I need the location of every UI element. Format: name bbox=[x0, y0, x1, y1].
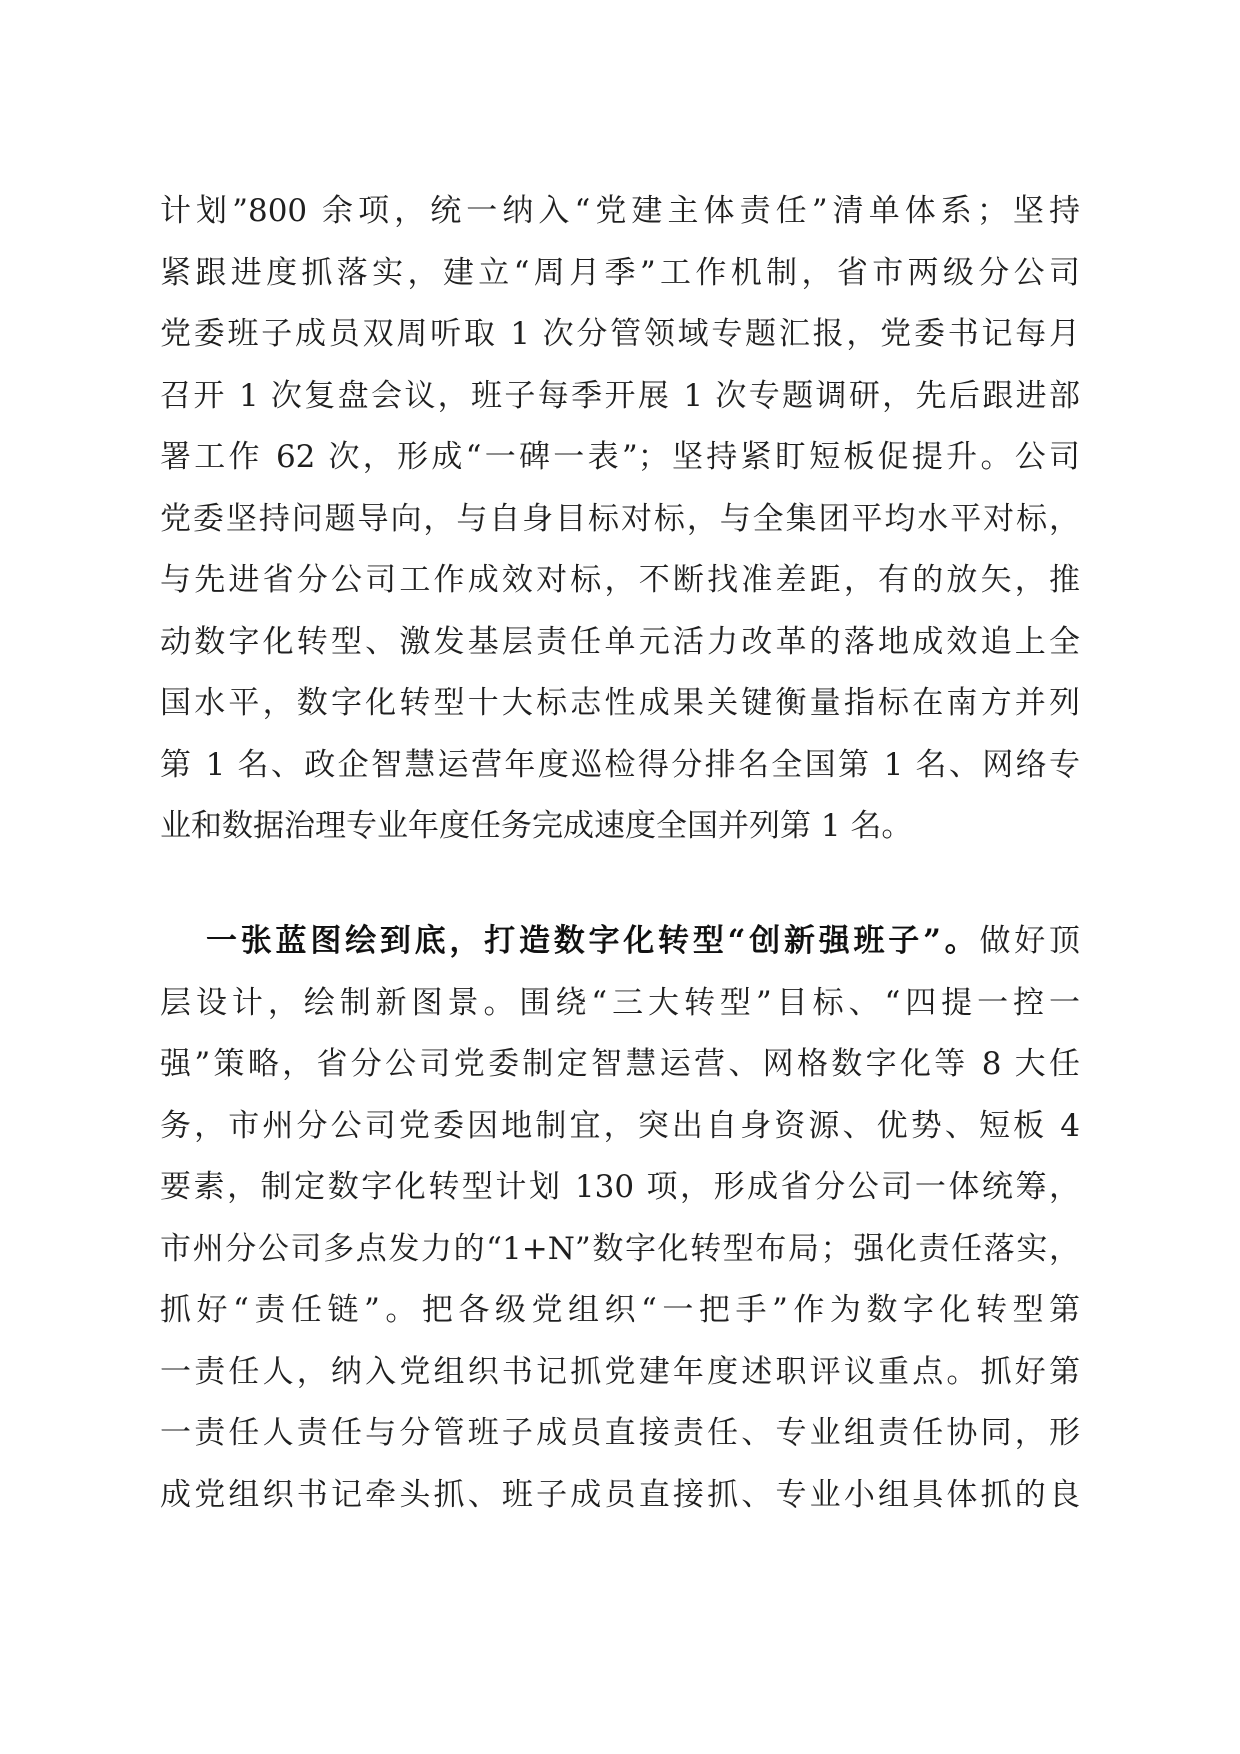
text-line: 与先进省分公司工作成效对标，不断找准差距，有的放矢，推 bbox=[160, 562, 1080, 598]
text-line: 第 1 名、政企智慧运营年度巡检得分排名全国第 1 名、网络专 bbox=[160, 746, 1080, 783]
text-line: 一责任人，纳入党组织书记抓党建年度述职评议重点。抓好第 bbox=[160, 1353, 1080, 1390]
paragraph-first-line bbox=[160, 911, 1080, 973]
text-line: 要素，制定数字化转型计划 130 项，形成省分公司一体统筹， bbox=[160, 1169, 1080, 1205]
text-line: 党委坚持问题导向，与自身目标对标，与全集团平均水平对标， bbox=[160, 500, 1080, 537]
text-line: 抓好“责任链”。把各级党组织“一把手”作为数字化转型第 bbox=[160, 1292, 1080, 1328]
text-line: 动数字化转型、激发基层责任单元活力改革的落地成效追上全 bbox=[160, 623, 1080, 660]
text-line: 务，市州分公司党委因地制宜，突出自身资源、优势、短板 4 bbox=[160, 1107, 1080, 1144]
text-run: 做好顶 bbox=[979, 923, 1080, 959]
text-line: 党委班子成员双周听取 1 次分管领域专题汇报，党委书记每月 bbox=[160, 316, 1080, 352]
text-line: 紧跟进度抓落实，建立“周月季”工作机制，省市两级分公司 bbox=[160, 254, 1080, 291]
text-line: 层设计，绘制新图景。围绕“三大转型”目标、“四提一控一 bbox=[160, 984, 1080, 1021]
text-line: 署工作 62 次，形成“一碑一表”；坚持紧盯短板促提升。公司 bbox=[160, 439, 1080, 475]
text-line: 一责任人责任与分管班子成员直接责任、专业组责任协同，形 bbox=[160, 1415, 1080, 1451]
paragraph-heading: 一张蓝图绘到底，打造数字化转型“创新强班子”。 bbox=[206, 923, 980, 959]
text-line: 召开 1 次复盘会议，班子每季开展 1 次专题调研，先后跟进部 bbox=[160, 377, 1080, 414]
text-line: 市州分公司多点发力的“1+N”数字化转型布局；强化责任落实， bbox=[160, 1230, 1080, 1267]
paragraph-1 bbox=[160, 181, 1080, 858]
text-line: 业和数据治理专业年度任务完成速度全国并列第 1 名。 bbox=[160, 808, 913, 844]
paragraph-2 bbox=[160, 911, 1080, 1526]
text-line: 国水平，数字化转型十大标志性成果关键衡量指标在南方并列 bbox=[160, 685, 1080, 721]
text-line: 强”策略，省分公司党委制定智慧运营、网格数字化等 8 大任 bbox=[160, 1046, 1080, 1082]
text-line: 成党组织书记牵头抓、班子成员直接抓、专业小组具体抓的良 bbox=[160, 1476, 1080, 1513]
text-line: 计划”800 余项，统一纳入“党建主体责任”清单体系；坚持 bbox=[160, 193, 1080, 229]
